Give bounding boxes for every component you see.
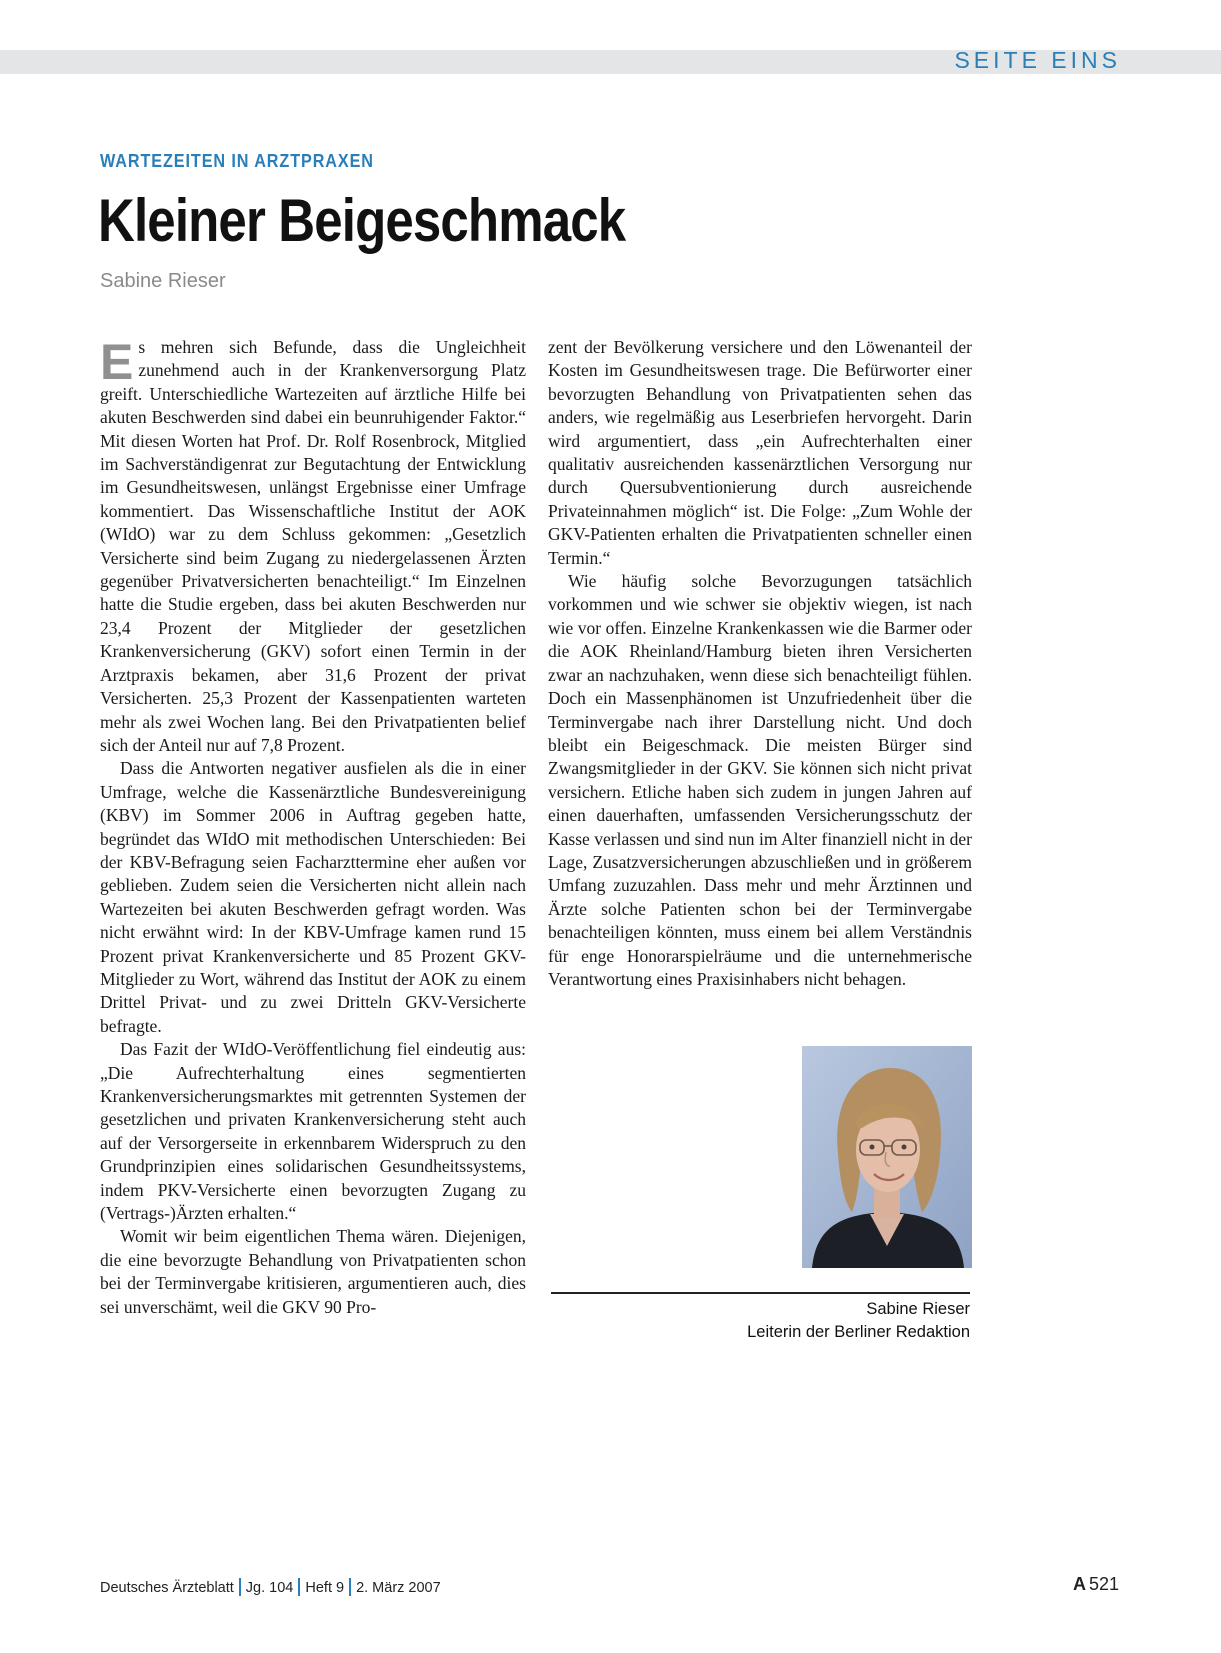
section-label: SEITE EINS — [954, 47, 1121, 73]
footer-date: 2. März 2007 — [356, 1580, 441, 1596]
page-prefix: A — [1072, 1574, 1086, 1594]
footer-journal: Deutsches Ärzteblatt — [100, 1580, 234, 1596]
paragraph: zent der Bevölkerung versichere und den Löwenanteil der Kosten im Gesundheitswesen trage. Die Befürworter einer bevorzugten Behandlung von Privatpatienten sehen das anders, wie regelmäßig aus Leserbriefen hervorgeht. Darin wird argumentiert, dass „ein Aufrechterhalten einer qualitativ ausreichenden kassenärztlichen Versorgung nur durch Quersubventionierung durch ausreichende Privateinnahmen möglich“ ist. Die Folge: „Zum Wohle der GKV-Patienten erhalten die Privatpatienten schneller einen Termin.“ — [548, 337, 972, 568]
article-title: Kleiner Beigeschmack — [98, 187, 626, 254]
paragraph — [100, 336, 526, 757]
paragraph: Dass die Antworten negativer ausfielen als die in einer Umfrage, welche die Kassenärztliche Bundesvereinigung (KBV) im Sommer 2006 in Auftrag gegeben hatte, begründet das WIdO mit methodischen Unterschieden: Bei der KBV-Befragung seien Facharzttermine eher außen vor geblieben. Zudem seien die Versicherten nicht allein nach Wartezeiten bei akuten Beschwerden gefragt worden. Was nicht erwähnt wird: In der KBV-Umfrage kamen rund 15 Prozent privat Krankenversicherte und 85 Prozent GKV-Mitglieder zu Wort, während das Institut der AOK zu einem Drittel Privat- und zu zwei Dritteln GKV-Versicherte befragte. — [100, 758, 526, 1036]
caption-rule — [551, 1292, 970, 1294]
footer-separator — [349, 1578, 351, 1596]
footer-issue: Heft 9 — [305, 1580, 345, 1596]
author-portrait-photo — [802, 1046, 972, 1268]
article-kicker: WARTEZEITEN IN ARZTPRAXEN — [100, 151, 374, 171]
caption-name: Sabine Rieser — [866, 1300, 970, 1318]
drop-cap: E — [100, 334, 134, 390]
portrait-illustration — [802, 1046, 972, 1268]
page-number-value: 521 — [1088, 1574, 1119, 1594]
caption-role: Leiterin der Berliner Redaktion — [747, 1323, 970, 1341]
paragraph-text: s mehren sich Befunde, dass die Ungleichheit zunehmend auch in der Krankenversorgung Platz greift. Unterschiedliche Wartezeiten auf ärztliche Hilfe bei akuten Beschwerden sind dabei ein beunruhigender Faktor.“ Mit diesen Worten hat Prof. Dr. Rolf Rosenbrock, Mitglied im Sachverständigenrat zur Begutachtung der Entwicklung im Gesundheitswesen, unlängst Ergebnisse einer Umfrage kommentiert. Das Wissenschaftliche Institut der AOK (WIdO) war zu dem Schluss gekommen: „Gesetzlich Versicherte sind beim Zugang zu niedergelassenen Ärzten gegenüber Privatversicherten benachteiligt.“ Im Einzelnen hatte die Studie ergeben, dass bei akuten Beschwerden nur 23,4 Prozent der Mitglieder der gesetzlichen Krankenversicherung (GKV) sofort einen Termin in der Arztpraxis bekamen, aber 31,6 Prozent der privat Versicherten. 25,3 Prozent der Kassenpatienten warteten mehr als zwei Wochen lang. Bei den Privatpatienten belief sich der Anteil nur auf 7,8 Prozent. — [100, 337, 526, 755]
page-number — [1073, 1574, 1119, 1595]
article-author: Sabine Rieser — [100, 270, 226, 292]
text-column-right — [548, 336, 972, 991]
paragraph: Womit wir beim eigentlichen Thema wären. Diejenigen, die eine bevorzugte Behandlung von Privatpatienten schon bei der Terminvergabe kritisieren, argumentieren auch, dies sei unverschämt, weil die GKV 90 Pro- — [100, 1226, 526, 1317]
footer-citation — [100, 1578, 441, 1596]
photo-caption — [747, 1298, 970, 1344]
footer-volume: Jg. 104 — [245, 1580, 294, 1596]
footer-separator — [239, 1578, 241, 1596]
paragraph: Wie häufig solche Bevorzugungen tatsächlich vorkommen und wie schwer sie objektiv wiegen, ist nach wie vor offen. Einzelne Krankenkassen wie die Barmer oder die AOK Rheinland/Hamburg bieten ihren Versicherten zwar an nachzuhaken, wenn diese sich benachteiligt fühlen. Doch ein Massenphänomen ist Unzufriedenheit über die Terminvergabe nach ihrer Darstellung nicht. Und doch bleibt ein Beigeschmack. Die meisten Bürger sind Zwangsmitglieder in der GKV. Sie können sich nicht privat versichern. Etliche haben sich zudem in jungen Jahren auf einen dauerhaften, umfassenden Versicherungsschutz der Kasse verlassen und sind nun im Alter finanziell nicht in der Lage, Zusatzversicherungen abzuschließen und in größerem Umfang zuzuzahlen. Dass mehr und mehr Ärztinnen und Ärzte solche Patienten schon bei der Terminvergabe benachteiligen könnten, muss einem bei allem Verständnis für enge Honorarspielräume und die unternehmerische Verantwortung eines Praxisinhabers nicht behagen. — [548, 571, 972, 989]
text-column-left — [100, 336, 526, 1319]
paragraph: Das Fazit der WIdO-Veröffentlichung fiel eindeutig aus: „Die Aufrechterhaltung eines segmentierten Krankenversicherungsmarktes mit getrennten Systemen der gesetzlichen und privaten Krankenversicherung steht auch auf der Versorgerseite in erkennbarem Widerspruch zu den Grundprinzipien eines solidarischen Gesundheitssystems, indem PKV-Versicherte einen bevorzugten Zugang zu (Vertrags-)Ärzten erhalten.“ — [100, 1039, 526, 1224]
footer-separator — [298, 1578, 300, 1596]
